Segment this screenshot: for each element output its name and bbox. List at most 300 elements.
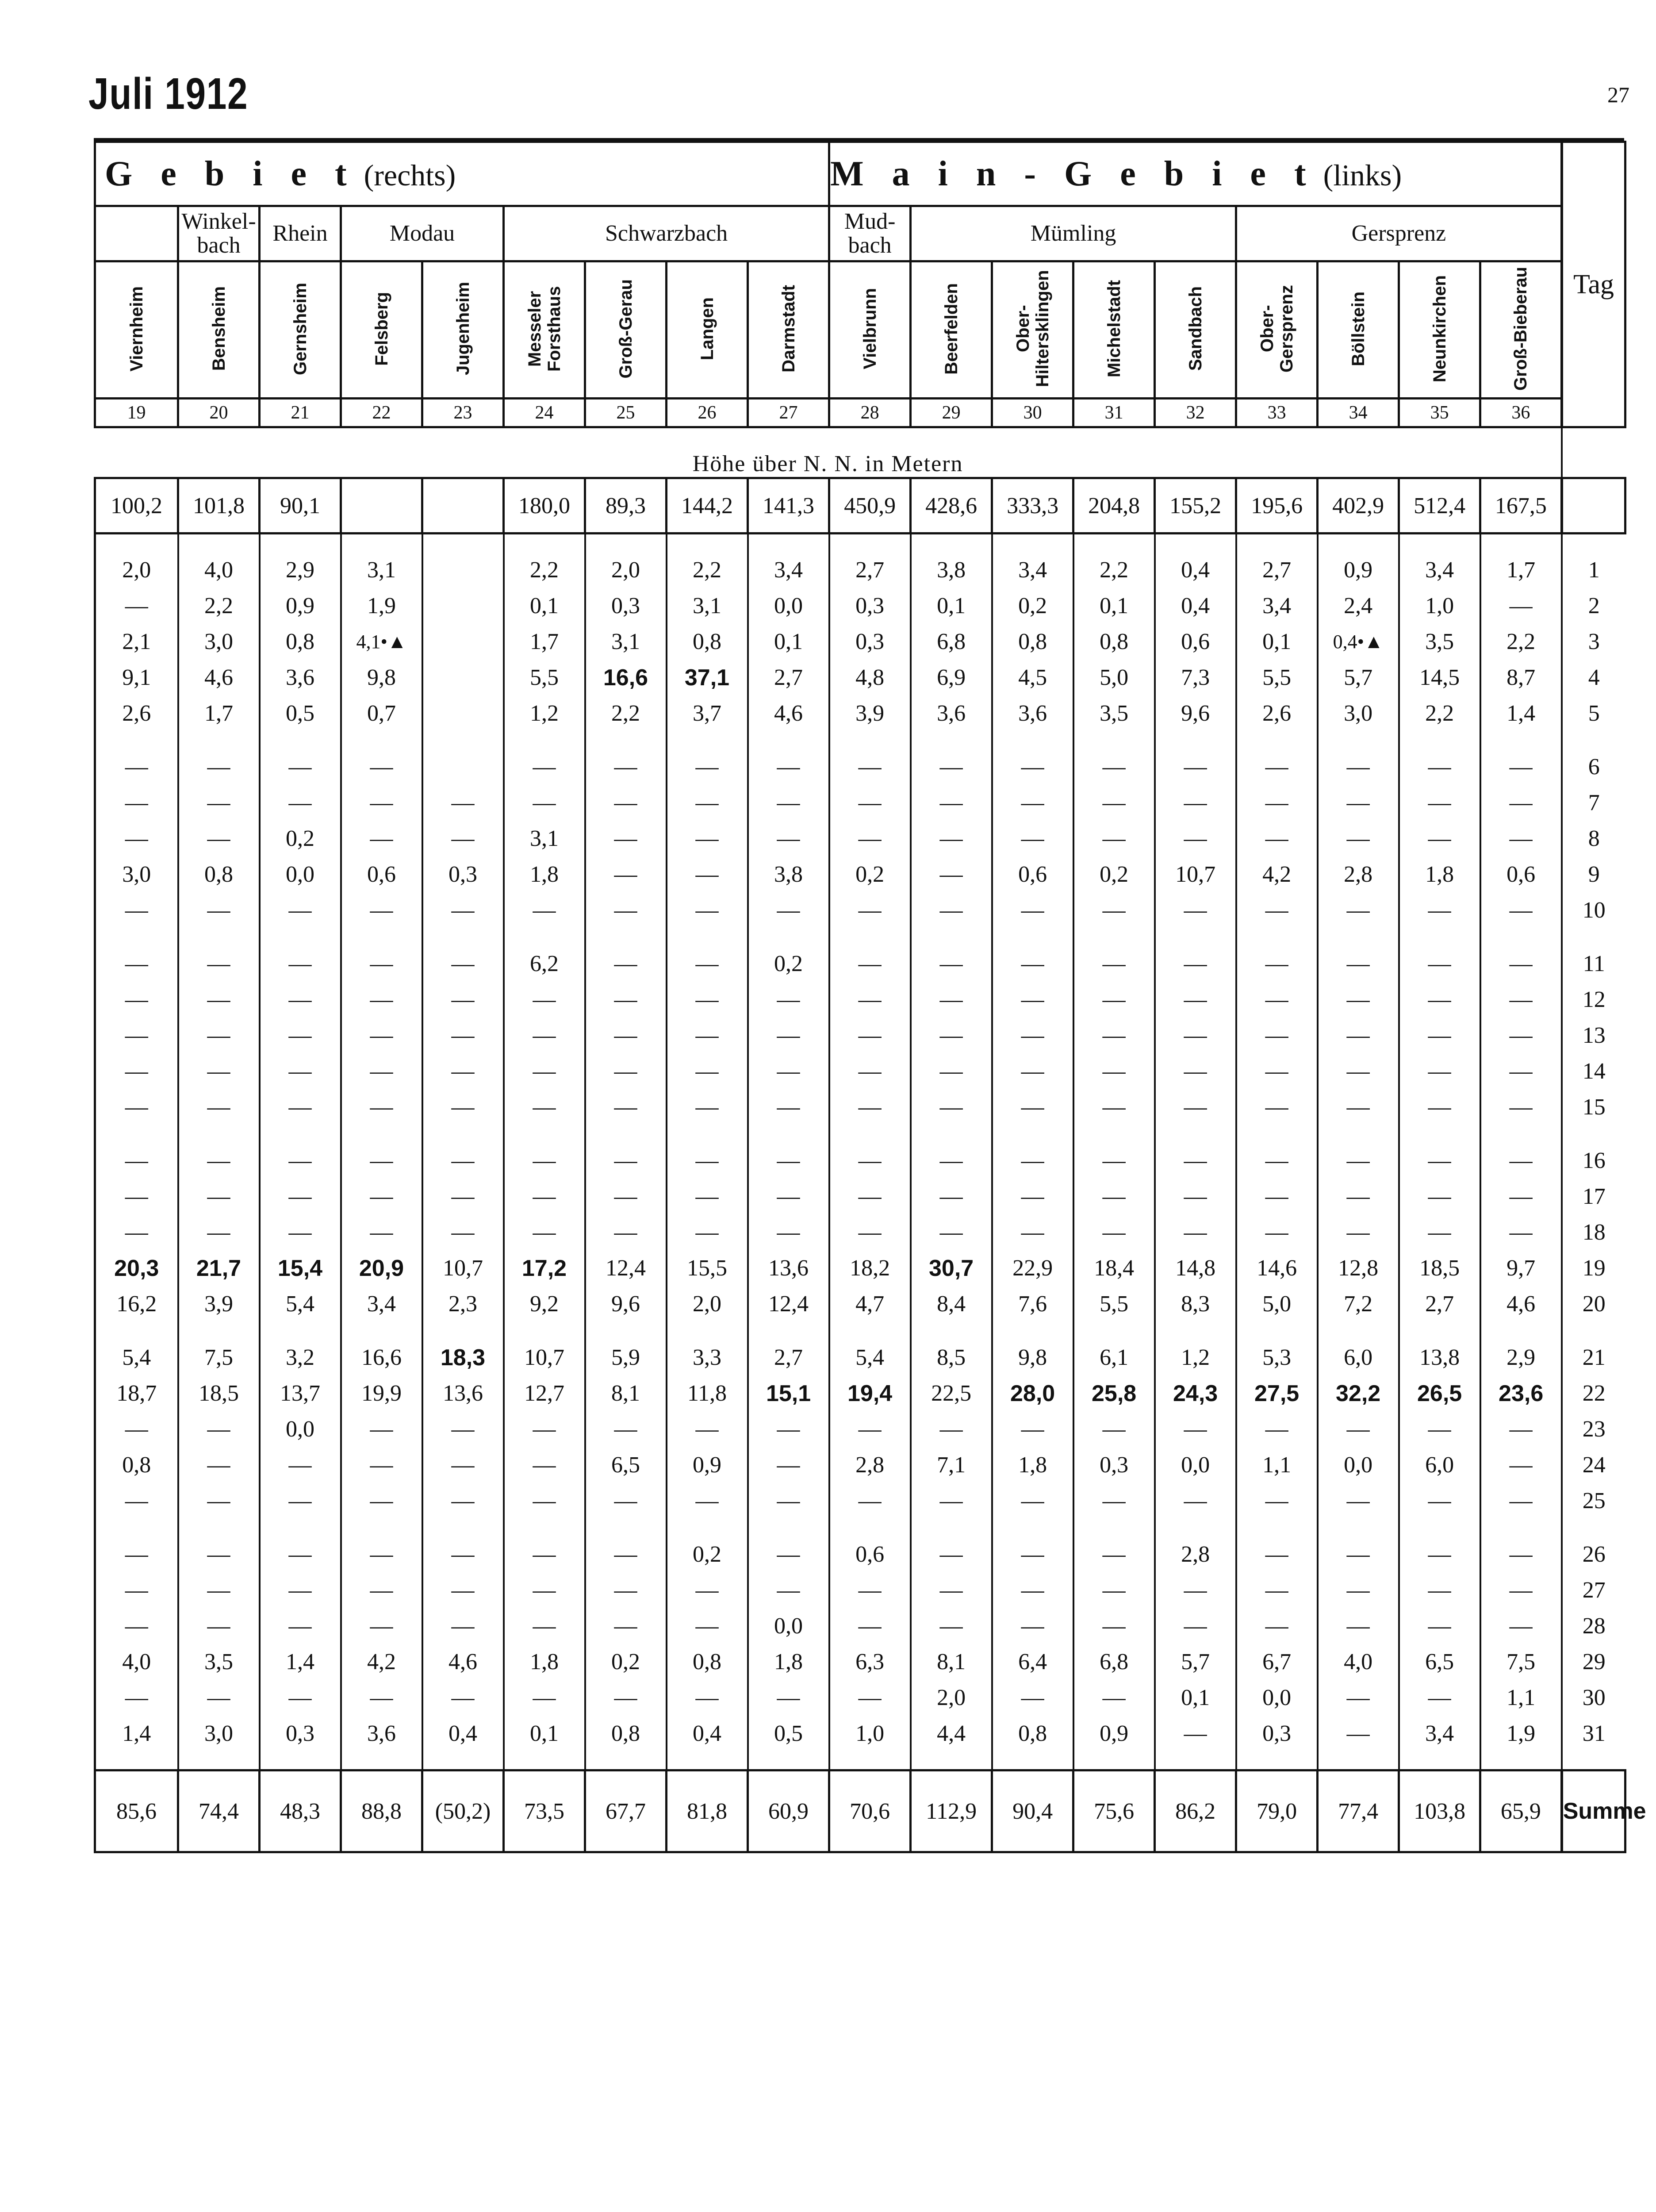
day-number: 17	[1562, 1179, 1625, 1214]
precip-cell: —	[504, 982, 585, 1018]
precip-cell	[422, 552, 504, 588]
precip-cell: 0,1	[748, 624, 829, 660]
precip-cell: —	[748, 1143, 829, 1179]
altitude-value: 90,1	[260, 478, 341, 534]
precip-cell: 13,6	[748, 1250, 829, 1286]
day-row	[95, 892, 1625, 928]
day-number: 14	[1562, 1053, 1625, 1089]
precip-cell: —	[748, 1536, 829, 1572]
precip-cell: —	[667, 1089, 748, 1125]
precip-cell: 0,6	[341, 856, 422, 892]
spacer-cell	[504, 1519, 585, 1536]
precip-cell: 3,4	[1399, 552, 1480, 588]
precip-cell: 5,7	[1318, 660, 1399, 695]
day-row	[95, 624, 1625, 660]
precip-cell: —	[748, 1089, 829, 1125]
precip-cell: —	[667, 982, 748, 1018]
spacer-cell	[1236, 1322, 1318, 1340]
precip-cell: 0,3	[829, 624, 911, 660]
precip-cell: 1,4	[95, 1716, 178, 1751]
precip-cell: —	[1480, 1483, 1562, 1519]
precip-cell: 6,0	[1318, 1340, 1399, 1375]
precip-cell: —	[95, 1214, 178, 1250]
precip-cell: 4,6	[1480, 1286, 1562, 1322]
river-modau: Modau	[341, 206, 504, 261]
precip-cell: —	[95, 1536, 178, 1572]
precip-cell: —	[1155, 1716, 1236, 1751]
precip-cell: 16,6	[341, 1340, 422, 1375]
sum-row	[95, 1770, 1625, 1852]
precip-cell: —	[341, 1053, 422, 1089]
station-cell	[748, 261, 829, 399]
day-row	[95, 1608, 1625, 1644]
precip-cell: —	[178, 1483, 260, 1519]
group-left-header	[95, 142, 829, 206]
precip-cell: —	[1399, 982, 1480, 1018]
precip-cell: 2,7	[1399, 1286, 1480, 1322]
precip-cell: 0,3	[1073, 1447, 1155, 1483]
spacer-cell	[667, 1322, 748, 1340]
precip-cell: 2,0	[95, 552, 178, 588]
precip-cell: —	[1318, 1536, 1399, 1572]
spacer-cell	[1399, 1519, 1480, 1536]
precip-cell: 0,5	[748, 1716, 829, 1751]
precip-cell: —	[748, 982, 829, 1018]
precip-cell: 25,8	[1073, 1375, 1155, 1411]
day-number: 10	[1562, 892, 1625, 928]
precip-cell: —	[504, 892, 585, 928]
precip-cell: 3,9	[178, 1286, 260, 1322]
precip-cell: 6,0	[1399, 1447, 1480, 1483]
spacer-cell	[1073, 534, 1155, 553]
spacer-cell	[1318, 928, 1399, 946]
day-number: 12	[1562, 982, 1625, 1018]
precip-cell: 0,3	[829, 588, 911, 624]
precip-cell: 4,2	[1236, 856, 1318, 892]
precip-cell: 1,7	[504, 624, 585, 660]
precip-cell: —	[585, 1483, 667, 1519]
precip-cell: 3,6	[911, 695, 992, 731]
precip-cell: 0,2	[260, 821, 341, 856]
spacer-row	[95, 1125, 1625, 1143]
day-number: 27	[1562, 1572, 1625, 1608]
precip-cell: —	[911, 946, 992, 982]
precip-cell: —	[95, 1680, 178, 1716]
precip-cell: —	[829, 1608, 911, 1644]
precip-cell: 1,8	[1399, 856, 1480, 892]
precip-cell: 0,8	[667, 1644, 748, 1680]
precip-cell: —	[1318, 785, 1399, 821]
precip-cell: 2,2	[1480, 624, 1562, 660]
sum-value: 75,6	[1073, 1770, 1155, 1852]
precip-cell: 2,8	[1155, 1536, 1236, 1572]
spacer-cell	[1155, 1125, 1236, 1143]
precip-cell: —	[1480, 1089, 1562, 1125]
precip-cell: —	[911, 749, 992, 785]
precip-cell: —	[585, 1214, 667, 1250]
precip-cell: 3,5	[178, 1644, 260, 1680]
precip-cell: 0,6	[1480, 856, 1562, 892]
precip-cell: 1,8	[748, 1644, 829, 1680]
station-name: Vielbrunn	[860, 288, 880, 369]
station-number: 19	[95, 399, 178, 427]
precip-cell: —	[95, 1018, 178, 1053]
spacer-cell	[911, 534, 992, 553]
precip-cell: —	[829, 1053, 911, 1089]
spacer-cell	[911, 1751, 992, 1770]
spacer-cell	[911, 1322, 992, 1340]
precip-cell: —	[1480, 1143, 1562, 1179]
precip-cell: —	[667, 856, 748, 892]
precip-cell: —	[911, 1411, 992, 1447]
precip-cell: 6,2	[504, 946, 585, 982]
precip-cell: 0,0	[260, 1411, 341, 1447]
precip-cell: —	[1073, 821, 1155, 856]
precip-cell: —	[1073, 1608, 1155, 1644]
precip-cell: 0,3	[585, 588, 667, 624]
precip-cell: 2,6	[1236, 695, 1318, 731]
precip-cell: —	[667, 1680, 748, 1716]
precipitation-table	[94, 141, 1646, 1853]
precip-cell: —	[911, 1143, 992, 1179]
day-row	[95, 1536, 1625, 1572]
precip-cell: 0,1	[504, 1716, 585, 1751]
precip-cell: 0,8	[585, 1716, 667, 1751]
precip-cell: —	[585, 1053, 667, 1089]
day-number: 18	[1562, 1214, 1625, 1250]
precip-cell: —	[422, 1053, 504, 1089]
precip-cell: —	[178, 1053, 260, 1089]
precip-cell: —	[260, 1053, 341, 1089]
precip-cell: 0,3	[422, 856, 504, 892]
precip-cell: —	[422, 1680, 504, 1716]
precip-cell: 4,6	[748, 695, 829, 731]
precip-cell: —	[911, 1483, 992, 1519]
precip-cell: 18,3	[422, 1340, 504, 1375]
precip-cell: —	[992, 1608, 1073, 1644]
station-number: 25	[585, 399, 667, 427]
precip-cell: 22,5	[911, 1375, 992, 1411]
precip-cell: 13,6	[422, 1375, 504, 1411]
precip-cell: 0,8	[178, 856, 260, 892]
spacer-cell	[748, 1125, 829, 1143]
precip-cell: —	[1399, 892, 1480, 928]
precip-cell: —	[829, 1089, 911, 1125]
precip-cell: 0,0	[1236, 1680, 1318, 1716]
spacer-cell	[504, 1751, 585, 1770]
precip-cell: —	[829, 1411, 911, 1447]
station-name: Bensheim	[209, 286, 229, 371]
precip-cell: 7,6	[992, 1286, 1073, 1322]
precip-cell: —	[1399, 749, 1480, 785]
precip-cell: 5,4	[95, 1340, 178, 1375]
station-cell	[1480, 261, 1562, 399]
precip-cell: —	[1399, 1018, 1480, 1053]
day-row	[95, 1018, 1625, 1053]
precip-cell: —	[1480, 588, 1562, 624]
precip-cell: —	[1073, 785, 1155, 821]
precip-cell: —	[1155, 749, 1236, 785]
spacer-row	[95, 1519, 1625, 1536]
precip-cell: 2,0	[585, 552, 667, 588]
precip-cell: 9,2	[504, 1286, 585, 1322]
precip-cell: —	[585, 785, 667, 821]
precip-cell: 3,1	[341, 552, 422, 588]
precip-cell: 3,0	[178, 1716, 260, 1751]
precip-cell: 10,7	[504, 1340, 585, 1375]
spacer-cell	[1236, 1125, 1318, 1143]
precip-cell: —	[95, 1572, 178, 1608]
station-name: Sandbach	[1185, 286, 1205, 371]
station-cell	[585, 261, 667, 399]
precip-cell: 13,8	[1399, 1340, 1480, 1375]
precip-cell: —	[1236, 749, 1318, 785]
precip-cell: —	[992, 1143, 1073, 1179]
precip-cell: —	[504, 1680, 585, 1716]
precip-cell: 3,0	[1318, 695, 1399, 731]
precip-cell: —	[992, 1089, 1073, 1125]
precip-cell: 2,8	[829, 1447, 911, 1483]
altitude-value: 144,2	[667, 478, 748, 534]
precip-cell: 0,0	[260, 856, 341, 892]
spacer-cell	[1562, 1751, 1625, 1770]
precip-cell: 2,7	[748, 1340, 829, 1375]
precip-cell: —	[911, 1214, 992, 1250]
precip-cell: —	[260, 749, 341, 785]
precip-cell: —	[1399, 946, 1480, 982]
precip-cell: —	[748, 749, 829, 785]
precip-cell: 2,0	[667, 1286, 748, 1322]
precip-cell: 4,0	[178, 552, 260, 588]
spacer-cell	[1236, 731, 1318, 749]
precip-cell: 0,2	[748, 946, 829, 982]
precip-cell: —	[178, 1179, 260, 1214]
precip-cell: —	[504, 1053, 585, 1089]
precip-cell: —	[260, 1447, 341, 1483]
precip-cell: —	[341, 982, 422, 1018]
group-left-title: G e b i e t	[105, 154, 356, 193]
altitude-value: 89,3	[585, 478, 667, 534]
spacer-cell	[1073, 1519, 1155, 1536]
precip-cell: —	[1155, 785, 1236, 821]
spacer-cell	[911, 928, 992, 946]
precip-cell: —	[341, 1411, 422, 1447]
precip-cell: —	[829, 1483, 911, 1519]
precip-cell	[422, 588, 504, 624]
station-name: Messeler Forsthaus	[525, 286, 564, 372]
river-mudbach: Mud- bach	[829, 206, 911, 261]
precip-cell: 3,3	[667, 1340, 748, 1375]
precip-cell: —	[95, 892, 178, 928]
spacer-cell	[585, 1125, 667, 1143]
precip-cell: 1,8	[504, 856, 585, 892]
day-row	[95, 1179, 1625, 1214]
precip-cell: 0,4	[1155, 588, 1236, 624]
precip-cell: —	[422, 1608, 504, 1644]
precip-cell: —	[667, 785, 748, 821]
precip-cell: —	[178, 1214, 260, 1250]
station-name: Ober-Gersprenz	[1257, 285, 1296, 373]
precip-cell: 11,8	[667, 1375, 748, 1411]
precip-cell: 2,1	[95, 624, 178, 660]
day-number: 9	[1562, 856, 1625, 892]
spacer-cell	[992, 928, 1073, 946]
precip-cell: —	[992, 1536, 1073, 1572]
precip-cell: 0,4	[1155, 552, 1236, 588]
precip-cell: —	[178, 1572, 260, 1608]
precip-cell: 18,7	[95, 1375, 178, 1411]
precip-cell: —	[504, 1447, 585, 1483]
spacer-cell	[341, 731, 422, 749]
spacer-cell	[1155, 1751, 1236, 1770]
day-row	[95, 1680, 1625, 1716]
precip-cell: 1,1	[1480, 1680, 1562, 1716]
precip-cell: —	[1236, 1089, 1318, 1125]
precip-cell: —	[95, 1179, 178, 1214]
day-row	[95, 1250, 1625, 1286]
station-name: Michelstadt	[1104, 280, 1124, 378]
precip-cell: 10,7	[1155, 856, 1236, 892]
group-right-header	[829, 142, 1562, 206]
precip-cell: —	[1236, 1179, 1318, 1214]
precip-cell: 14,8	[1155, 1250, 1236, 1286]
spacer-row	[95, 534, 1625, 553]
precip-cell: 3,4	[1236, 588, 1318, 624]
precip-cell: —	[1480, 892, 1562, 928]
precip-cell: —	[667, 1572, 748, 1608]
precip-cell: 1,1	[1236, 1447, 1318, 1483]
precip-cell: —	[95, 1053, 178, 1089]
sum-value: 86,2	[1155, 1770, 1236, 1852]
spacer-cell	[1155, 1519, 1236, 1536]
precip-cell: 1,0	[829, 1716, 911, 1751]
precip-cell: 15,1	[748, 1375, 829, 1411]
altitude-value: 428,6	[911, 478, 992, 534]
precip-cell: —	[1318, 982, 1399, 1018]
altitude-label: Höhe über N. N. in Metern	[692, 451, 963, 476]
precip-cell: —	[1155, 1608, 1236, 1644]
spacer-row	[95, 928, 1625, 946]
precip-cell: —	[992, 1483, 1073, 1519]
spacer-cell	[341, 1125, 422, 1143]
sum-value: 88,8	[341, 1770, 422, 1852]
day-row	[95, 1143, 1625, 1179]
group-right-subtitle: (links)	[1323, 158, 1402, 192]
station-number-row	[95, 399, 1625, 427]
spacer-cell	[504, 1322, 585, 1340]
precip-cell: 0,8	[992, 1716, 1073, 1751]
river-header-row	[95, 206, 1625, 261]
day-row	[95, 982, 1625, 1018]
spacer-cell	[95, 928, 178, 946]
precip-cell: —	[1318, 821, 1399, 856]
page-title: Juli 1912	[88, 69, 249, 119]
precip-cell: 9,6	[585, 1286, 667, 1322]
spacer-cell	[748, 1751, 829, 1770]
precip-cell: —	[1073, 1018, 1155, 1053]
spacer-cell	[341, 534, 422, 553]
precip-cell: 2,9	[260, 552, 341, 588]
spacer-cell	[829, 1519, 911, 1536]
altitude-value: 204,8	[1073, 478, 1155, 534]
precip-cell: 3,0	[95, 856, 178, 892]
precip-cell: —	[95, 1089, 178, 1125]
spacer-cell	[260, 1322, 341, 1340]
river-winkelbach: Winkel- bach	[178, 206, 260, 261]
station-cell	[911, 261, 992, 399]
precip-cell: —	[422, 1018, 504, 1053]
precip-cell: 4,2	[341, 1644, 422, 1680]
precip-cell: —	[178, 1608, 260, 1644]
spacer-cell	[341, 928, 422, 946]
spacer-cell	[1236, 928, 1318, 946]
river-cell-empty	[95, 206, 178, 261]
precip-cell: —	[1155, 1089, 1236, 1125]
spacer-cell	[667, 1751, 748, 1770]
altitude-value: 450,9	[829, 478, 911, 534]
precip-cell: 3,2	[260, 1340, 341, 1375]
precip-cell: 17,2	[504, 1250, 585, 1286]
precip-cell: 0,4	[422, 1716, 504, 1751]
river-gersprenz: Gersprenz	[1236, 206, 1562, 261]
spacer-cell	[1399, 928, 1480, 946]
sum-value: 112,9	[911, 1770, 992, 1852]
precip-cell: —	[341, 946, 422, 982]
precip-cell: —	[1399, 1143, 1480, 1179]
spacer-cell	[992, 1751, 1073, 1770]
spacer-cell	[829, 1125, 911, 1143]
precip-cell: 6,4	[992, 1644, 1073, 1680]
precip-cell: —	[178, 821, 260, 856]
precip-cell: —	[178, 1411, 260, 1447]
precip-cell: 2,8	[1318, 856, 1399, 892]
precip-cell: 7,5	[178, 1340, 260, 1375]
day-row	[95, 946, 1625, 982]
precip-cell: —	[1236, 892, 1318, 928]
precip-cell: —	[1073, 749, 1155, 785]
spacer-cell	[422, 1125, 504, 1143]
precip-cell: —	[1236, 1143, 1318, 1179]
precip-cell: —	[504, 1214, 585, 1250]
precip-cell: —	[992, 946, 1073, 982]
precip-cell: —	[748, 821, 829, 856]
precip-cell: —	[1073, 1179, 1155, 1214]
spacer-cell	[992, 1519, 1073, 1536]
day-row	[95, 552, 1625, 588]
precip-cell: —	[992, 821, 1073, 856]
precip-cell: —	[1236, 1018, 1318, 1053]
precip-cell: —	[667, 1483, 748, 1519]
precip-cell: —	[95, 1411, 178, 1447]
day-number: 1	[1562, 552, 1625, 588]
precip-cell: 5,4	[260, 1286, 341, 1322]
precip-cell: —	[1236, 1411, 1318, 1447]
spacer-cell	[992, 731, 1073, 749]
precip-cell: —	[1073, 1089, 1155, 1125]
altitude-row	[95, 478, 1625, 534]
spacer-cell	[992, 1322, 1073, 1340]
day-number: 15	[1562, 1089, 1625, 1125]
spacer-row	[95, 731, 1625, 749]
precip-cell: 0,0	[1155, 1447, 1236, 1483]
station-number: 29	[911, 399, 992, 427]
precip-cell: —	[341, 821, 422, 856]
spacer-cell	[1399, 534, 1480, 553]
day-row	[95, 1089, 1625, 1125]
precip-cell: —	[422, 946, 504, 982]
spacer-cell	[585, 1322, 667, 1340]
precip-cell: —	[1073, 1536, 1155, 1572]
